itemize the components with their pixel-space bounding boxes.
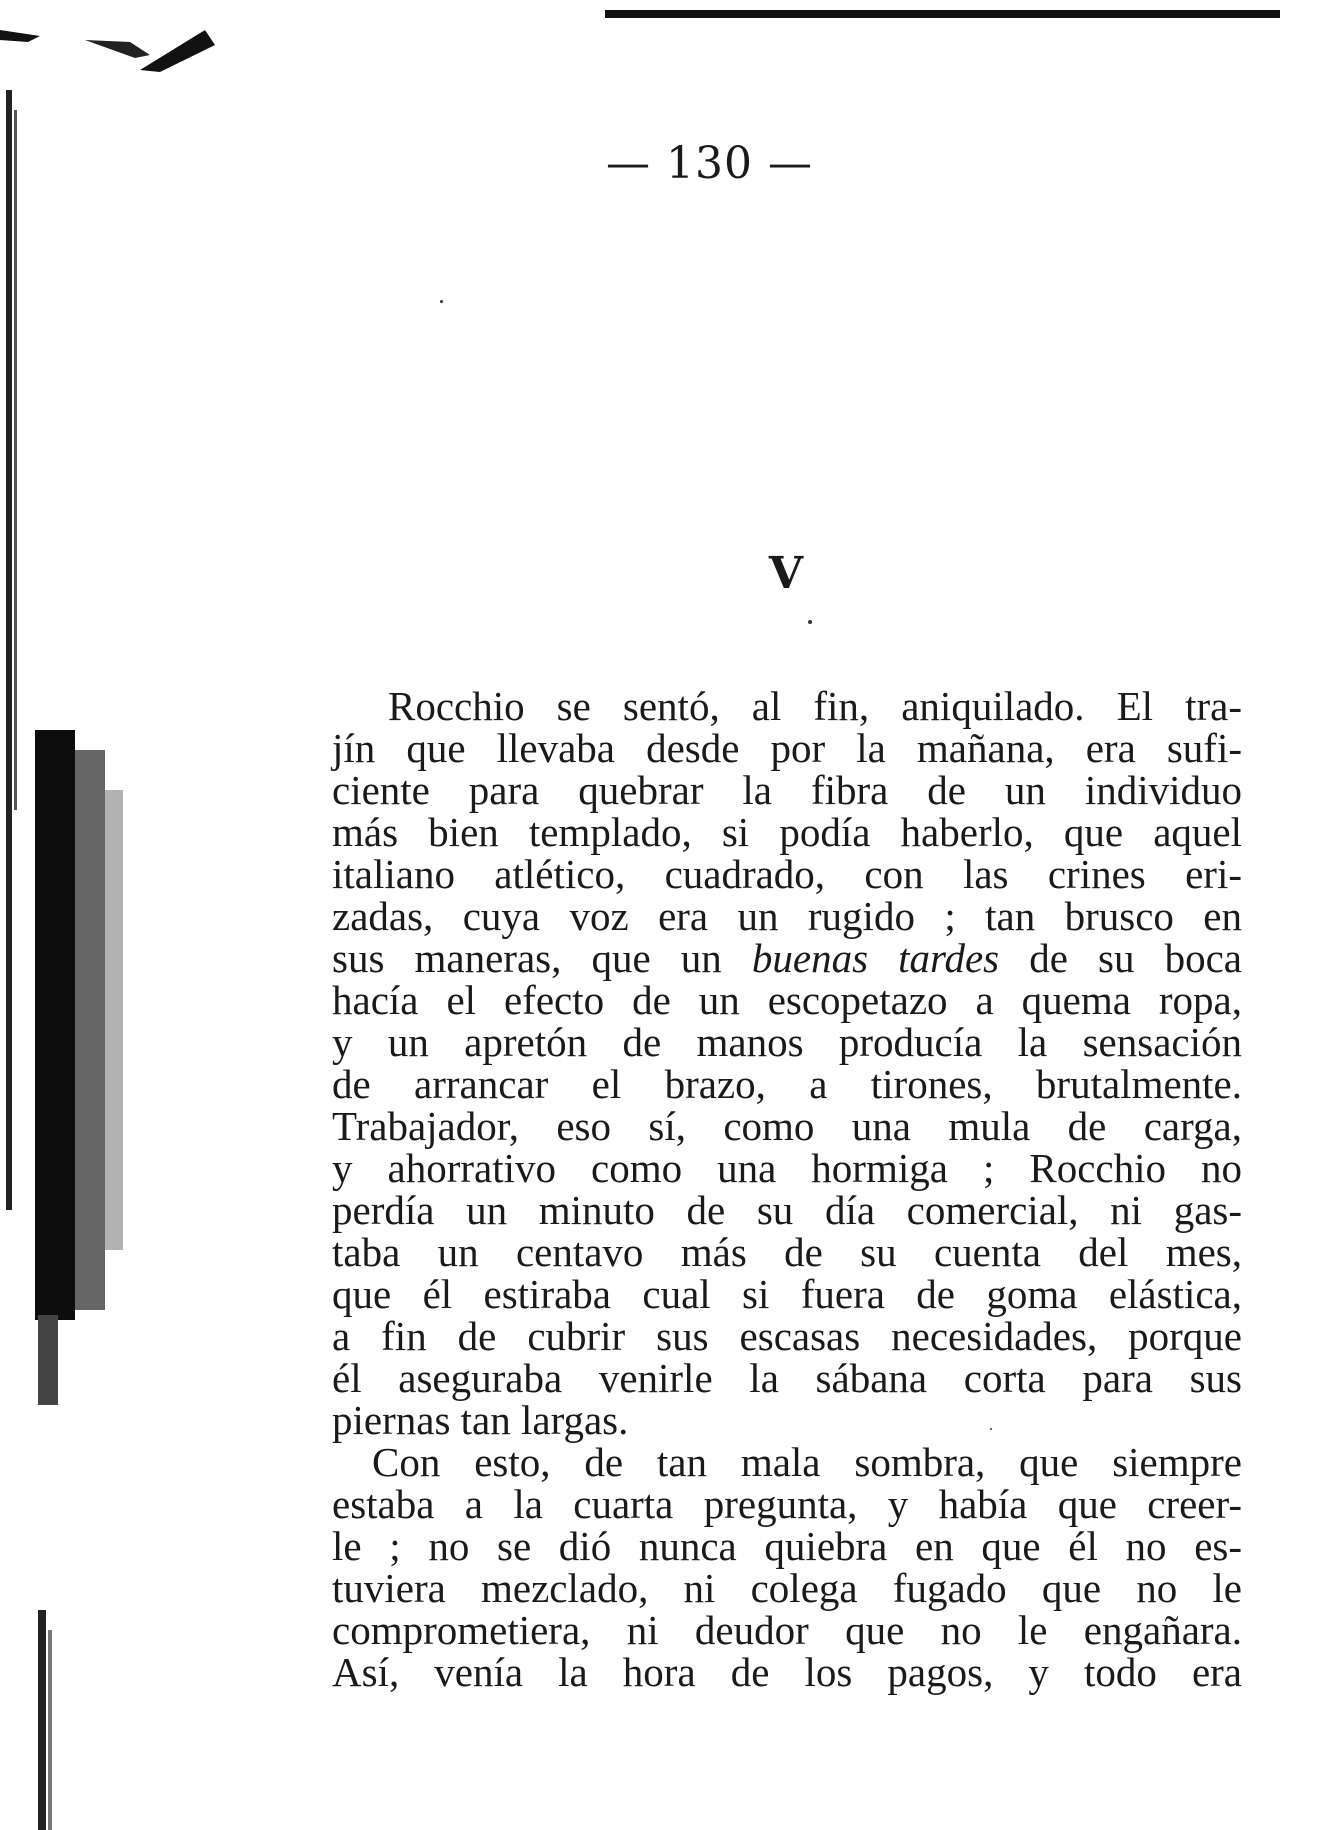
- text-line: ciente para quebrar la fibra de un individuo: [332, 767, 1242, 813]
- text-line: y ahorrativo como una hormiga ; Rocchio no: [332, 1145, 1242, 1191]
- text-line: piernas tan largas.: [332, 1397, 629, 1443]
- text-line: a fin de cubrir sus escasas necesidades, porque: [332, 1313, 1242, 1359]
- text-line: y un apretón de manos producía la sensación: [332, 1019, 1242, 1065]
- text-line: perdía un minuto de su día comercial, ni gas-: [332, 1187, 1242, 1233]
- scan-edge-rule: [605, 10, 1280, 18]
- text-line: comprometiera, ni deudor que no le engañara.: [332, 1607, 1242, 1653]
- text-line: zadas, cuya voz era un rugido ; tan brusco en: [332, 893, 1242, 939]
- text-line: Con esto, de tan mala sombra, que siempre: [372, 1439, 1242, 1485]
- binding-shadow: [0, 90, 150, 1830]
- text-line: tuviera mezclado, ni colega fugado que no le: [332, 1565, 1242, 1611]
- text-line: italiano atlético, cuadrado, con las crines eri-: [332, 851, 1242, 897]
- scan-speck: [808, 620, 812, 624]
- text-line: le ; no se dió nunca quiebra en que él no es-: [332, 1523, 1242, 1569]
- text-line: de arrancar el brazo, a tirones, brutalmente.: [332, 1061, 1242, 1107]
- body-text: [332, 685, 1242, 1693]
- page-number: — 130 —: [606, 138, 813, 189]
- text-line: Trabajador, eso sí, como una mula de carga,: [332, 1103, 1242, 1149]
- text-line: taba un centavo más de su cuenta del mes,: [332, 1229, 1242, 1275]
- text-line: él aseguraba venirle la sábana corta para sus: [332, 1355, 1242, 1401]
- text-run: sus maneras, que un: [332, 935, 722, 981]
- text-line: más bien templado, si podía haberlo, que aquel: [332, 809, 1242, 855]
- text-line: Así, venía la hora de los pagos, y todo era: [332, 1649, 1242, 1695]
- text-line: hacía el efecto de un escopetazo a quema ropa,: [332, 977, 1242, 1023]
- text-line: que él estiraba cual si fuera de goma elástica,: [332, 1271, 1242, 1317]
- text-line: estaba a la cuarta pregunta, y había que creer-: [332, 1481, 1242, 1527]
- text-line: Rocchio se sentó, al fin, aniquilado. El tra-: [388, 683, 1242, 729]
- text-run: de su boca: [1029, 935, 1243, 981]
- scan-speck: [440, 300, 443, 303]
- chapter-heading: V: [768, 548, 804, 599]
- italic-phrase: buenas tardes: [751, 935, 1000, 981]
- text-line: [332, 937, 1242, 979]
- scan-corner-mark: [0, 0, 230, 90]
- text-line: jín que llevaba desde por la mañana, era sufi-: [332, 725, 1242, 771]
